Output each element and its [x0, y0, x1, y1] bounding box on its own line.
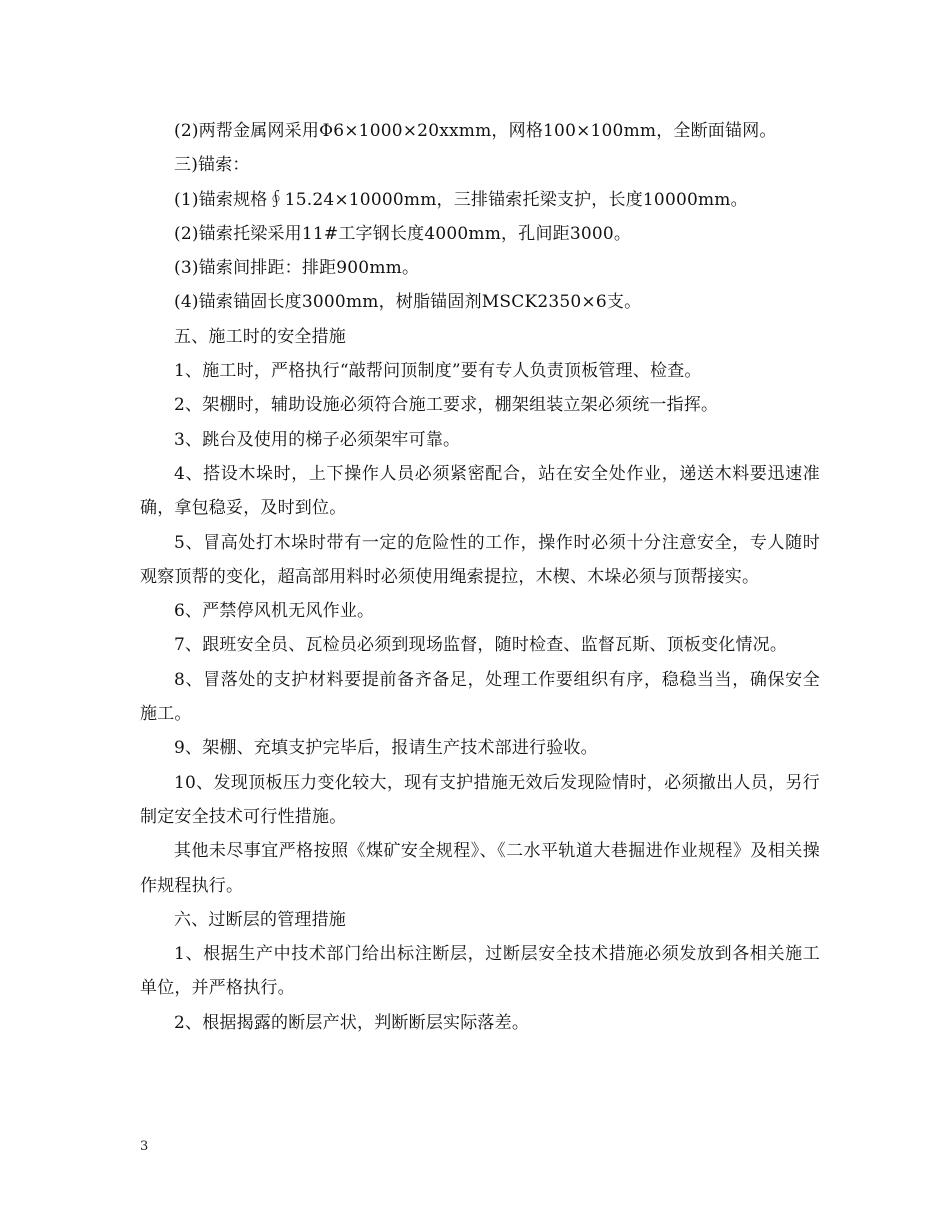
document-body — [140, 114, 820, 1040]
paragraph-fault-1: 1、根据生产中技术部门给出标注断层，过断层安全技术措施必须发放到各相关施工单位，并严格执行。 — [140, 944, 820, 999]
paragraph-cable-anchoring: (4)锚索锚固长度3000mm，树脂锚固剂MSCK2350×6支。 — [174, 292, 642, 313]
paragraph-safety-1: 1、施工时，严格执行“敲帮问顶制度”要有专人负责顶板管理、检查。 — [174, 361, 702, 382]
paragraph-cable-spacing: (3)锚索间排距：排距900mm。 — [174, 258, 420, 279]
paragraph-safety-8: 8、冒落处的支护材料要提前备齐备足，处理工作要组织有序，稳稳当当，确保安全施工。 — [140, 669, 820, 725]
paragraph-safety-4: 4、搭设木垛时，上下操作人员必须紧密配合，站在安全处作业，递送木料要迅速准确，拿包稳妥，及时到位。 — [140, 463, 820, 519]
heading-anchor-cable: 三)锚索： — [174, 155, 250, 176]
paragraph-safety-9: 9、架棚、充填支护完毕后，报请生产技术部进行验收。 — [174, 738, 598, 759]
paragraph-safety-10: 10、发现顶板压力变化较大，现有支护措施无效后发现险情时，必须撤出人员，另行制定安全技术可行性措施。 — [140, 772, 820, 827]
paragraph-cable-spec: (1)锚索规格∮15.24×10000mm，三排锚索托梁支护，长度10000mm。 — [174, 189, 748, 210]
paragraph-cable-beam: (2)锚索托梁采用11#工字钢长度4000mm，孔间距3000。 — [174, 223, 632, 244]
heading-fault-measures: 六、过断层的管理措施 — [174, 909, 346, 930]
paragraph-other-rules: 其他未尽事宜严格按照《煤矿安全规程》、《二水平轨道大巷掘进作业规程》及相关操作规程执行。 — [140, 841, 820, 896]
paragraph-safety-2: 2、架棚时，辅助设施必须符合施工要求，棚架组装立架必须统一指挥。 — [174, 395, 719, 416]
paragraph-safety-6: 6、严禁停风机无风作业。 — [174, 601, 375, 622]
paragraph-safety-7: 7、跟班安全员、瓦检员必须到现场监督，随时检查、监督瓦斯、顶板变化情况。 — [174, 635, 788, 656]
page-number: 3 — [140, 1139, 149, 1154]
paragraph-safety-5: 5、冒高处打木垛时带有一定的危险性的工作，操作时必须十分注意安全，专人随时观察顶帮的变化，超高部用料时必须使用绳索提拉，木楔、木垛必须与顶帮接实。 — [140, 532, 820, 587]
heading-safety-measures: 五、施工时的安全措施 — [174, 326, 346, 347]
paragraph-metal-mesh: (2)两帮金属网采用Φ6×1000×20xxmm，网格100×100mm，全断面锚网。 — [174, 121, 777, 141]
paragraph-fault-2: 2、根据揭露的断层产状，判断断层实际落差。 — [174, 1012, 530, 1033]
paragraph-safety-3: 3、跳台及使用的梯子必须架牢可靠。 — [174, 429, 461, 450]
